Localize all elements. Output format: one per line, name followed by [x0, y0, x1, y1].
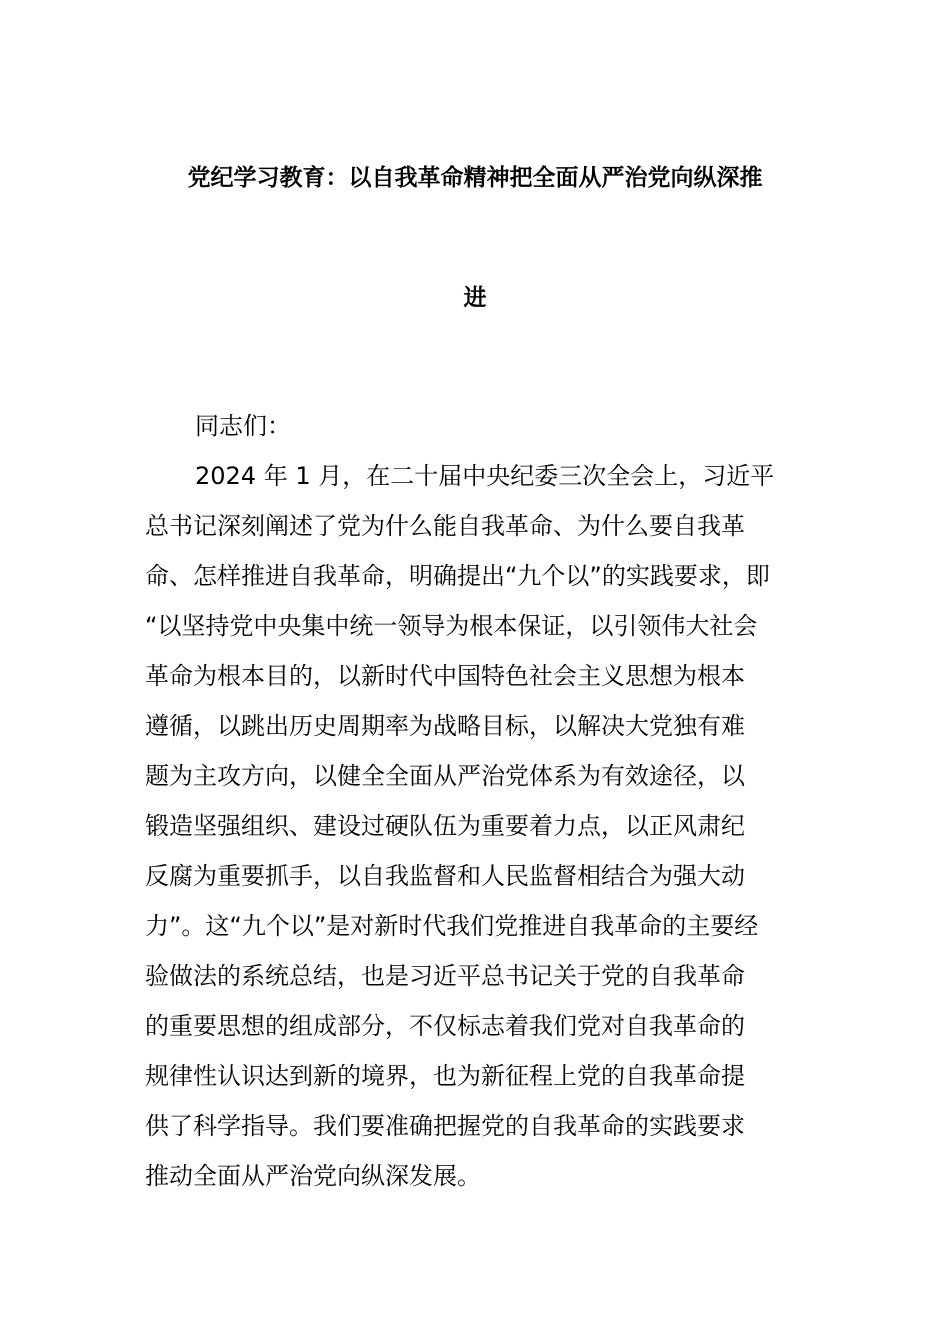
paragraph-line: 反腐为重要抓手，以自我监督和人民监督相结合为强大动 — [145, 862, 745, 890]
paragraph-line: 革命为根本目的，以新时代中国特色社会主义思想为根本 — [145, 662, 745, 690]
paragraph-line: “以坚持党中央集中统一领导为根本保证，以引领伟大社会 — [145, 612, 758, 640]
paragraph-line: 题为主攻方向，以健全全面从严治党体系为有效途径，以 — [145, 762, 745, 790]
paragraph-line: 命、怎样推进自我革命，明确提出“九个以”的实践要求，即 — [145, 562, 770, 590]
paragraph-line: 遵循，以跳出历史周期率为战略目标，以解决大党独有难 — [145, 712, 745, 740]
document-title-line-1: 党纪学习教育：以自我革命精神把全面从严治党向纵深推 — [187, 165, 763, 191]
paragraph-line: 的重要思想的组成部分，不仅标志着我们党对自我革命的 — [145, 1012, 745, 1040]
document-body — [145, 401, 807, 1201]
paragraph-line: 总书记深刻阐述了党为什么能自我革命、为什么要自我革 — [145, 512, 745, 540]
paragraph-line: 规律性认识达到新的境界，也为新征程上党的自我革命提 — [145, 1062, 745, 1090]
paragraph-line: 推动全面从严治党向纵深发展。 — [145, 1162, 481, 1190]
document-title-line-2: 进 — [463, 285, 487, 311]
paragraph-line: 力”。这“九个以”是对新时代我们党推进自我革命的主要经 — [145, 912, 759, 940]
paragraph-line: 锻造坚强组织、建设过硬队伍为重要着力点，以正风肃纪 — [145, 812, 745, 840]
salutation: 同志们： — [195, 412, 291, 440]
paragraph-line: 2024 年 1 月，在二十届中央纪委三次全会上，习近平 — [195, 462, 775, 490]
paragraph-line: 验做法的系统总结，也是习近平总书记关于党的自我革命 — [145, 962, 745, 990]
paragraph-line: 供了科学指导。我们要准确把握党的自我革命的实践要求 — [145, 1112, 745, 1140]
